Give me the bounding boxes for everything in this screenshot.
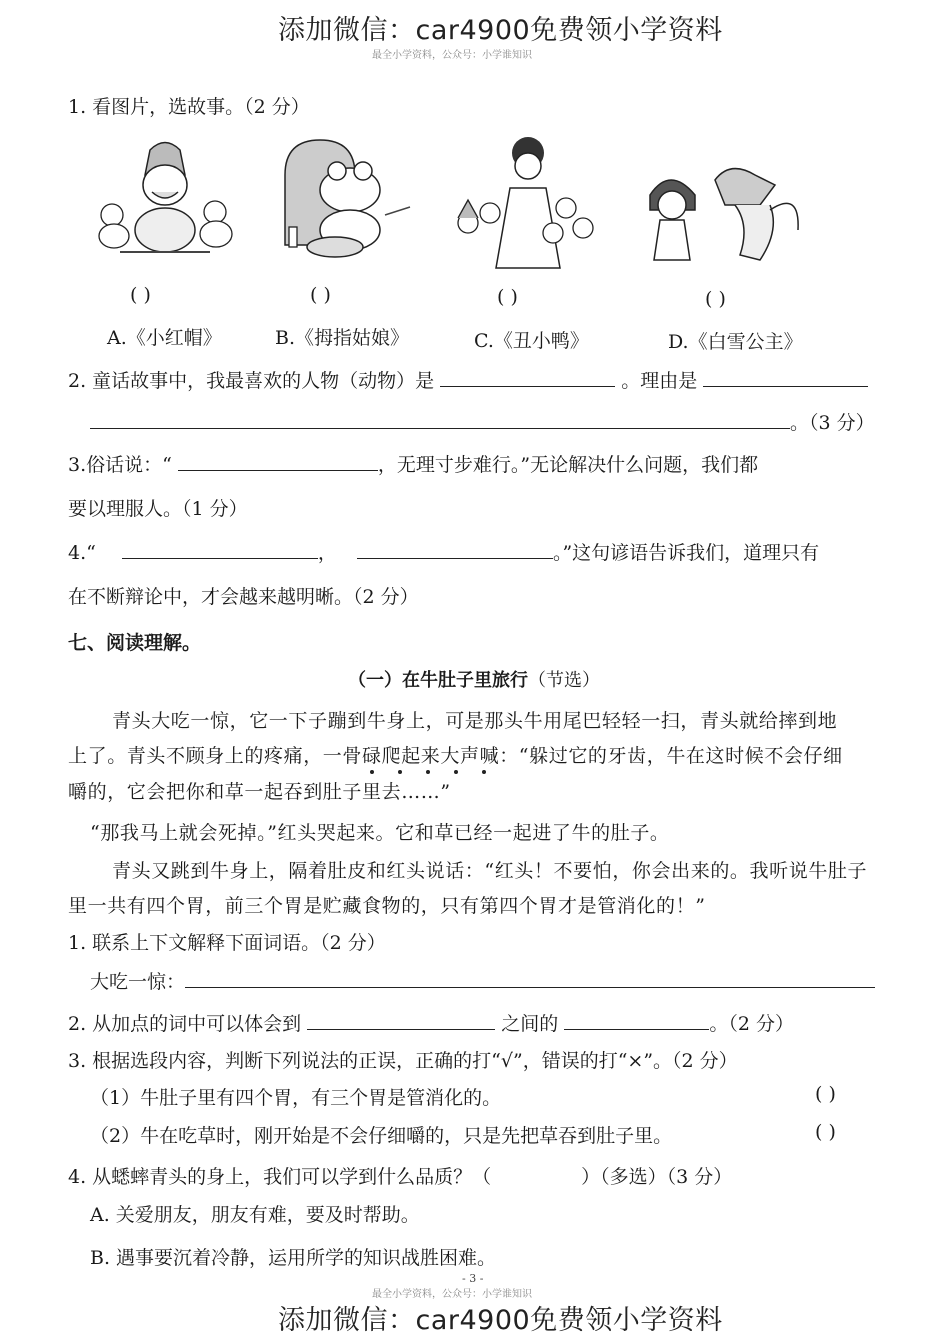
q4-line1: [68, 538, 819, 565]
q4-answer-blank-2[interactable]: [357, 557, 553, 559]
rq1-prompt: 1. 联系上下文解释下面词语。（2 分）: [68, 932, 386, 954]
rq4-prompt-line: [68, 1162, 732, 1189]
rq4-suffix: ）（多选）（3 分）: [581, 1166, 733, 1188]
q2-answer-blank-1[interactable]: [440, 385, 615, 387]
q4-text-1: 4.“: [68, 542, 96, 564]
passage-title-note: （节选）: [528, 670, 600, 691]
section-title: 七、阅读理解。: [68, 632, 202, 654]
rq4-option-b: B. 遇事要沉着冷静，运用所学的知识战胜困难。: [90, 1247, 497, 1269]
duckling-hatching-picture: [90, 130, 240, 260]
rq1-term: 大吃一惊：: [90, 971, 186, 993]
rq1-answer-blank[interactable]: [185, 986, 875, 988]
rq4-prompt: 4. 从蟋蟀青头的身上，我们可以学到什么品质？（: [68, 1166, 492, 1188]
q3-answer-blank[interactable]: [178, 469, 378, 471]
rq3-answer-paren-2[interactable]: ( ): [815, 1121, 836, 1143]
passage-p1-line2-text: 上了。青头不顾身上的疼痛，一骨碌爬起来大声喊：“躲过它的牙齿，牛在这时候不会仔细: [68, 745, 843, 767]
header-banner: 添加微信：car4900免费领小学资料: [278, 15, 723, 46]
passage-p1-line3: 嚼的，它会把你和草一起吞到肚子里去……”: [68, 781, 451, 803]
emphasis-dot: [426, 770, 430, 774]
rq3-answer-paren-1[interactable]: ( ): [815, 1083, 836, 1105]
q4-line2: 在不断辩论中，才会越来越明晰。（2 分）: [68, 586, 419, 608]
q3-text-1: 3.俗话说：“: [68, 454, 172, 476]
emphasis-dot: [370, 770, 374, 774]
rq4-option-a: A. 关爱朋友，朋友有难，要及时帮助。: [90, 1204, 420, 1226]
q1-option-d: D.《白雪公主》: [668, 331, 803, 353]
q2-text-2: 。理由是: [621, 370, 698, 392]
passage-title-main: （一）在牛肚子里旅行: [348, 670, 528, 691]
rq3-item-1: （1）牛肚子里有四个胃，有三个胃是管消化的。: [90, 1087, 502, 1109]
q1-option-c: C.《丑小鸭》: [474, 330, 589, 352]
emphasis-dot: [482, 770, 486, 774]
q1-answer-paren-d[interactable]: ( ): [705, 288, 726, 310]
q1-answer-paren-c[interactable]: ( ): [497, 286, 518, 308]
rq2-text-1: 2. 从加点的词中可以体会到: [68, 1013, 302, 1035]
passage-p1-line2: [68, 741, 950, 768]
snow-white-dwarfs-picture: [448, 128, 598, 273]
q2-answer-blank-3[interactable]: [90, 427, 790, 429]
passage-p2: “那我马上就会死掉。”红头哭起来。它和草已经一起进了牛的肚子。: [90, 822, 670, 844]
emphasis-dot: [398, 770, 402, 774]
passage-p1-line1: 青头大吃一惊，它一下子蹦到牛身上，可是那头牛用尾巴轻轻一扫，青头就给摔到地: [112, 710, 838, 732]
q4-answer-blank-1[interactable]: [122, 557, 318, 559]
q1-answer-paren-a[interactable]: ( ): [130, 284, 151, 306]
emphasis-dot: [454, 770, 458, 774]
footer-banner: 添加微信：car4900免费领小学资料: [278, 1305, 723, 1336]
frog-thumbelina-picture: [265, 135, 415, 270]
q1-prompt: 1. 看图片，选故事。（2 分）: [68, 96, 310, 118]
q2-line1: [68, 366, 868, 393]
rq2-answer-blank-2[interactable]: [564, 1028, 709, 1030]
q2-end: 。（3 分）: [790, 412, 875, 434]
passage-p3-line2: 里一共有四个胃，前三个胃是贮藏食物的，只有第四个胃才是管消化的！”: [68, 895, 706, 917]
q2-line2: [90, 408, 875, 435]
q3-text-2: ，无理寸步难行。”无论解决什么问题，我们都: [377, 454, 759, 476]
rq2-end: 。（2 分）: [709, 1013, 794, 1035]
footer-subline: 最全小学资料，公众号：小学谁知识: [372, 1289, 532, 1300]
rq2-answer-blank-1[interactable]: [307, 1028, 495, 1030]
red-riding-hood-wolf-picture: [640, 150, 810, 280]
rq2-text-2: 之间的: [501, 1013, 559, 1035]
q4-text-2: 。”这句谚语告诉我们，道理只有: [552, 542, 820, 564]
rq2-line: [68, 1009, 794, 1036]
passage-title: [348, 666, 600, 692]
q3-line1: [68, 450, 758, 477]
q3-line2: 要以理服人。（1 分）: [68, 498, 248, 520]
q4-comma: ，: [317, 542, 337, 564]
rq1-line: [90, 967, 875, 994]
page-number: - 3 -: [462, 1272, 484, 1285]
passage-p3-line1: 青头又跳到牛身上，隔着肚皮和红头说话：“红头！不要怕，你会出来的。我听说牛肚子: [112, 860, 868, 882]
rq3-item-2: （2）牛在吃草时，刚开始是不会仔细嚼的，只是先把草吞到肚子里。: [90, 1125, 673, 1147]
q1-option-a: A.《小红帽》: [107, 327, 222, 349]
header-subline: 最全小学资料，公众号：小学谁知识: [372, 50, 532, 61]
q1-answer-paren-b[interactable]: ( ): [310, 284, 331, 306]
rq3-prompt: 3. 根据选段内容，判断下列说法的正误，正确的打“√”，错误的打“×”。（2 分）: [68, 1050, 738, 1072]
q2-answer-blank-2[interactable]: [703, 385, 868, 387]
q1-option-b: B.《拇指姑娘》: [275, 327, 410, 349]
q2-text-1: 2. 童话故事中，我最喜欢的人物（动物）是: [68, 370, 435, 392]
